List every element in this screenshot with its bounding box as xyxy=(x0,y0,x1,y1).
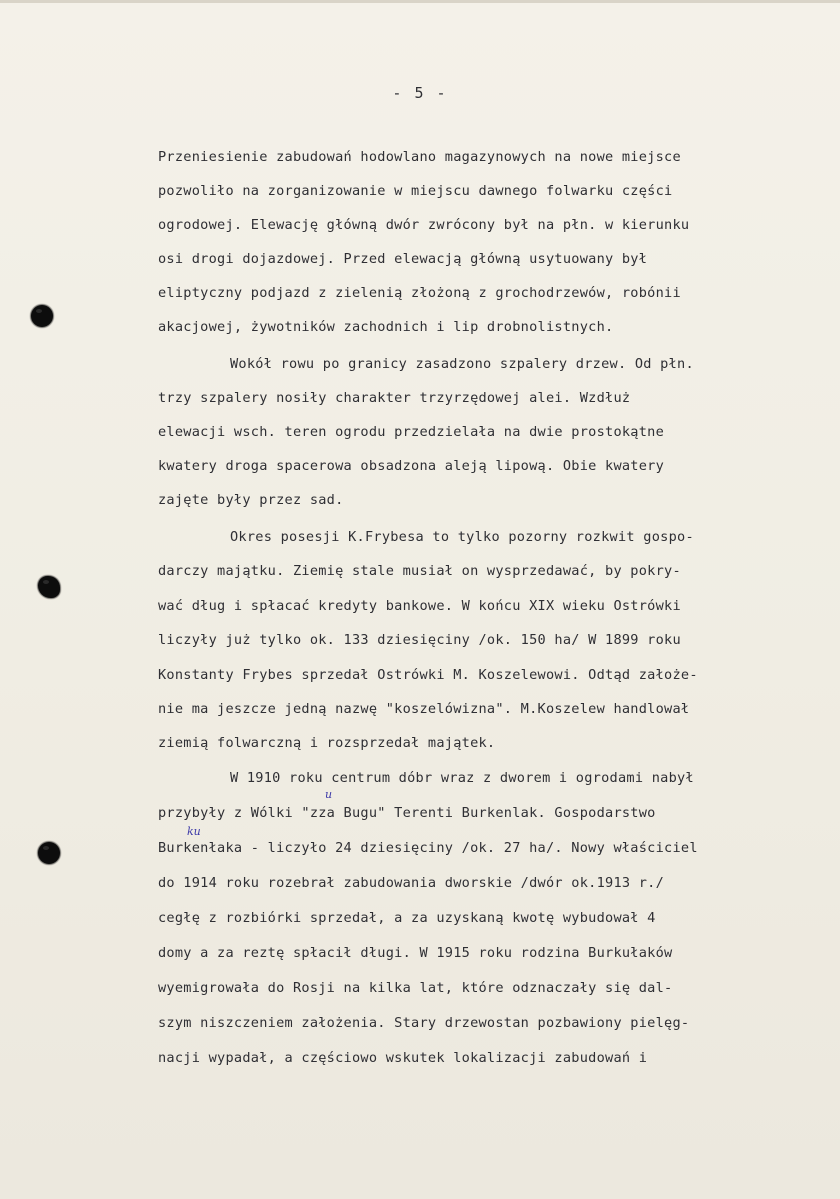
handwritten-correction: ku xyxy=(187,825,201,838)
text-line: akacjowej, żywotników zachodnich i lip drobnolistnych. xyxy=(158,319,614,335)
text-line: elewacji wsch. teren ogrodu przedzielała na dwie prostokątne xyxy=(158,424,665,440)
text-line: domy a za reztę spłacił długi. W 1915 roku rodzina Burkułaków xyxy=(158,945,673,961)
text-line: ogrodowej. Elewację główną dwór zwrócony był na płn. w kierunku xyxy=(158,217,690,233)
page-number: - 5 - xyxy=(392,84,448,102)
text-line: przybyły z Wólki "zza Bugu" Terenti Burkenlak. Gospodarstwo xyxy=(158,805,656,821)
text-line: wyemigrowała do Rosji na kilka lat, które odznaczały się dal- xyxy=(158,980,673,996)
text-line: liczyły już tylko ok. 133 dziesięciny /ok. 150 ha/ W 1899 roku xyxy=(158,632,681,648)
text-line: ziemią folwarczną i rozsprzedał majątek. xyxy=(158,735,496,751)
punch-hole xyxy=(31,305,53,327)
text-line: pozwoliło na zorganizowanie w miejscu dawnego folwarku części xyxy=(158,183,673,199)
text-line: Przeniesienie zabudowań hodowlano magazynowych na nowe miejsce xyxy=(158,149,681,165)
text-line: darczy majątku. Ziemię stale musiał on wysprzedawać, by pokry- xyxy=(158,563,681,579)
text-line: szym niszczeniem założenia. Stary drzewostan pozbawiony pielęg- xyxy=(158,1015,690,1031)
text-line: Burkenłaka - liczyło 24 dziesięciny /ok. 27 ha/. Nowy właściciel xyxy=(158,840,698,856)
text-line: eliptyczny podjazd z zielenią złożoną z grochodrzewów, robónii xyxy=(158,285,681,301)
text-line: W 1910 roku centrum dóbr wraz z dworem i ogrodami nabył xyxy=(230,770,694,786)
text-line: wać dług i spłacać kredyty bankowe. W końcu XIX wieku Ostrówki xyxy=(158,598,681,614)
text-line: kwatery droga spacerowa obsadzona aleją lipową. Obie kwatery xyxy=(158,458,665,474)
punch-hole xyxy=(38,576,60,598)
text-line: Wokół rowu po granicy zasadzono szpalery drzew. Od płn. xyxy=(230,356,694,372)
punch-hole xyxy=(38,842,60,864)
text-line: trzy szpalery nosiły charakter trzyrzędowej alei. Wzdłuż xyxy=(158,390,631,406)
text-line: osi drogi dojazdowej. Przed elewacją główną usytuowany był xyxy=(158,251,648,267)
text-line: Konstanty Frybes sprzedał Ostrówki M. Koszelewowi. Odtąd założe- xyxy=(158,667,698,683)
text-line: nie ma jeszcze jedną nazwę "koszelówizna". M.Koszelew handlował xyxy=(158,701,690,717)
text-line: cegłę z rozbiórki sprzedał, a za uzyskaną kwotę wybudował 4 xyxy=(158,910,656,926)
text-line: nacji wypadał, a częściowo wskutek lokalizacji zabudowań i xyxy=(158,1050,648,1066)
page-edge xyxy=(0,0,840,3)
text-line: Okres posesji K.Frybesa to tylko pozorny rozkwit gospo- xyxy=(230,529,694,545)
handwritten-correction: u xyxy=(325,788,333,801)
text-line: zajęte były przez sad. xyxy=(158,492,344,508)
text-line: do 1914 roku rozebrał zabudowania dworskie /dwór ok.1913 r./ xyxy=(158,875,665,891)
